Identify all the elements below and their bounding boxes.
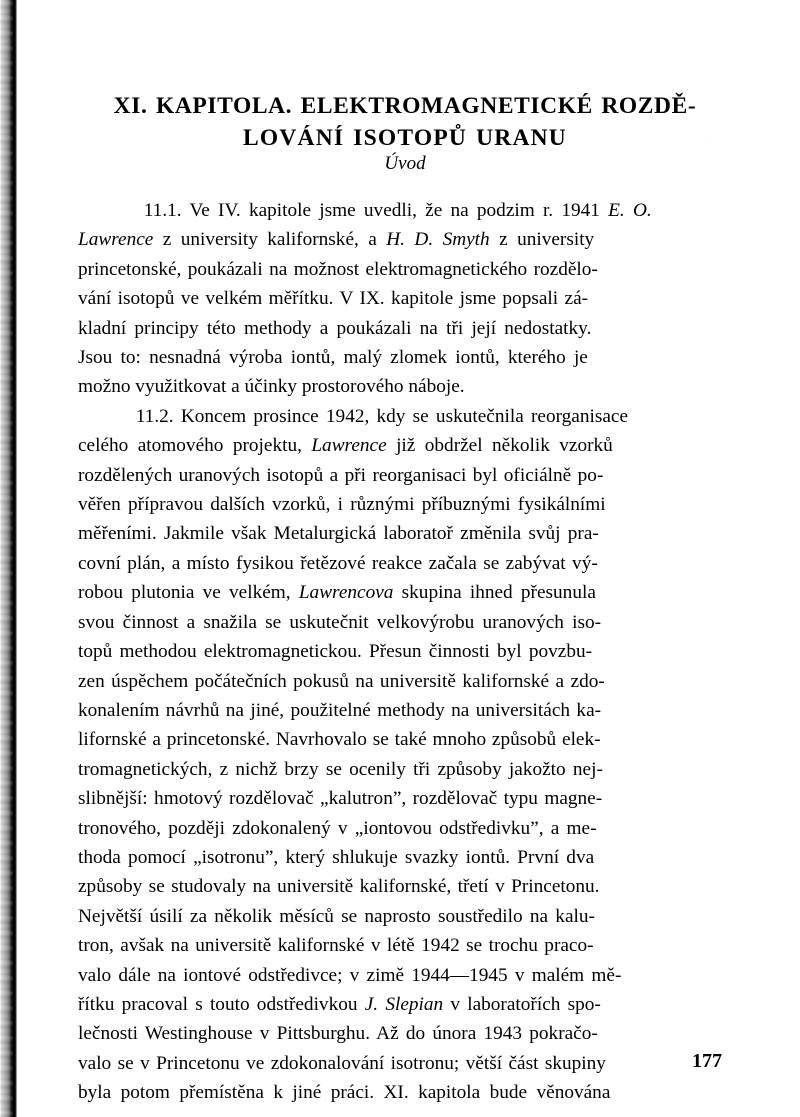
paragraph-11-2 (78, 402, 724, 1108)
text-line: 11.1. Ve IV. kapitole jsme uvedli, že na podzim r. 1941 E. O. (78, 200, 652, 221)
text-line: vání isotopů ve velkém měřítku. V IX. kapitole jsme popsali zá- (78, 288, 589, 310)
text-line: 11.2. Koncem prosince 1942, kdy se uskutečnila reorganisace (78, 405, 629, 427)
text-line: princetonské, poukázali na možnost elektromagnetického rozdělo- (78, 258, 598, 280)
chapter-title-line-1: XI. KAPITOLA. ELEKTROMAGNETICKÉ ROZDĚ- (113, 92, 697, 119)
text-line: robou plutonia ve velkém, Lawrencova skupina ihned přesunula (78, 582, 596, 604)
text-line: konalením návrhů na jiné, použitelné methody na universitách ka- (78, 699, 602, 721)
text-line: valo dále na iontové odstředivce; v zimě 1944—1945 v malém mě- (78, 964, 622, 986)
section-subtitle: Úvod (384, 153, 426, 174)
text-line: věřen přípravou dalších vzorků, i různými příbuznými fysikálními (78, 494, 606, 516)
text-line: tronového, později zdokonalený v „iontovou odstředivku”, a me- (78, 817, 597, 839)
body-text (78, 196, 724, 1108)
text-line: možno využitkovat a účinky prostorového náboje. (78, 376, 465, 398)
text-line: Jsou to: nesnadná výroba iontů, malý zlomek iontů, kterého je (78, 347, 588, 369)
text-line: způsoby se studovaly na universitě kalifornské, třetí v Princetonu. (78, 876, 600, 898)
text-line: měřeními. Jakmile však Metalurgická laboratoř změnila svůj pra- (78, 523, 599, 545)
text-line: kladní principy této methody a poukázali na tři její nedostatky. (78, 317, 592, 339)
text-line: zen úspěchem počátečních pokusů na universitě kalifornské a zdo- (78, 670, 605, 692)
text-line: celého atomového projektu, Lawrence již obdržel několik vzorků (78, 435, 613, 457)
text-line: řítku pracoval s touto odstředivkou J. Slepian v laboratořích spo- (78, 993, 601, 1015)
text-line: valo se v Princetonu ve zdokonalování isotronu; větší část skupiny (78, 1052, 606, 1074)
text-line: thoda pomocí „isotronu”, který shlukuje svazky iontů. První dva (78, 846, 595, 868)
text-line: svou činnost a snažila se uskutečnit velkovýrobu uranových iso- (78, 611, 602, 633)
page-number: 177 (692, 1050, 722, 1072)
text-line: tromagnetických, z nichž brzy se ocenily tři způsoby jakožto nej- (78, 758, 603, 780)
text-line: lečnosti Westinghouse v Pittsburghu. Až do února 1943 pokračo- (78, 1023, 598, 1045)
text-line: Lawrence z university kalifornské, a H. D. Smyth z university (78, 229, 595, 251)
text-line: covní plán, a místo fysikou řetězové reakce začala se zabývat vý- (78, 552, 598, 574)
text-line: topů methodou elektromagnetickou. Přesun činnosti byl povzbu- (78, 641, 593, 663)
text-line: rozdělených uranových isotopů a při reorganisaci byl oficiálně po- (78, 464, 604, 486)
chapter-title-line-2: LOVÁNÍ ISOTOPŮ URANU (243, 124, 567, 151)
paragraph-11-1 (78, 196, 724, 402)
text-line: tron, avšak na universitě kalifornské v létě 1942 se trochu praco- (78, 935, 594, 957)
text-line: slibnější: hmotový rozdělovač „kalutron”, rozdělovač typu magne- (78, 788, 603, 810)
text-line: byla potom přemístěna k jiné práci. XI. kapitola bude věnována (78, 1082, 611, 1104)
text-line: Největší úsilí za několik měsíců se naprosto soustředilo na kalu- (78, 905, 595, 927)
text-line: lifornské a princetonské. Navrhovalo se také mnoho způsobů elek- (78, 729, 601, 751)
chapter-title (60, 90, 750, 154)
